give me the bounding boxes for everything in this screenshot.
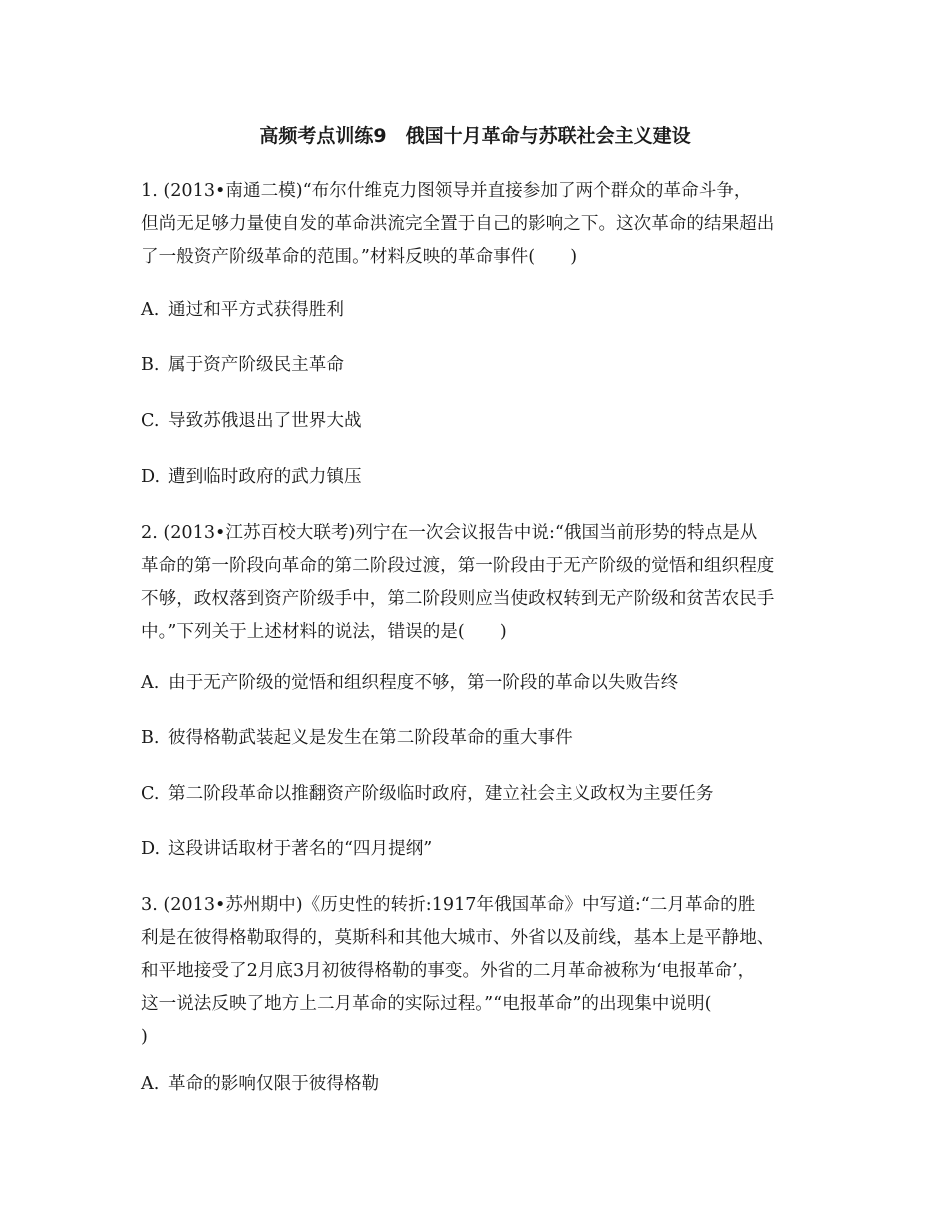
option-letter: A. <box>141 300 160 320</box>
option-text: 这段讲话取材于著名的“四月提纲” <box>168 839 433 859</box>
option-letter: D. <box>141 467 161 487</box>
option-letter: C. <box>141 411 160 431</box>
question-stem-line: 中。”下列关于上述材料的说法，错误的是( ) <box>141 622 507 642</box>
question-2-option-b <box>141 723 831 753</box>
question-stem-line: 这一说法反映了地方上二月革命的实际过程。”“电报革命”的出现集中说明( <box>141 994 712 1014</box>
option-text: 属于资产阶级民主革命 <box>168 355 344 375</box>
question-1-option-a <box>141 295 831 325</box>
option-text: 遭到临时政府的武力镇压 <box>168 467 362 487</box>
option-text: 彼得格勒武装起义是发生在第二阶段革命的重大事件 <box>168 728 573 748</box>
question-stem-line: ) <box>141 1027 148 1047</box>
question-stem-line: 但尚无足够力量使自发的革命洪流完全置于自己的影响之下。这次革命的结果超出 <box>141 214 775 234</box>
option-text: 革命的影响仅限于彼得格勒 <box>168 1074 380 1094</box>
option-text: 导致苏俄退出了世界大战 <box>168 411 362 431</box>
option-text: 通过和平方式获得胜利 <box>168 300 344 320</box>
option-letter: C. <box>141 784 160 804</box>
question-stem-line: 2. (2013•江苏百校大联考)列宁在一次会议报告中说:“俄国当前形势的特点是从 <box>141 523 758 543</box>
question-2-stem <box>141 517 821 649</box>
question-3-option-a <box>141 1069 831 1099</box>
question-stem-line: 革命的第一阶段向革命的第二阶段过渡，第一阶段由于无产阶级的觉悟和组织程度 <box>141 556 775 576</box>
question-1-stem <box>141 175 821 274</box>
option-text: 由于无产阶级的觉悟和组织程度不够，第一阶段的革命以失败告终 <box>168 673 679 693</box>
question-1-option-b <box>141 350 831 380</box>
question-2-option-c <box>141 779 831 809</box>
question-stem-line: 了一般资产阶级革命的范围。”材料反映的革命事件( ) <box>141 247 578 267</box>
option-letter: D. <box>141 839 161 859</box>
option-letter: B. <box>141 355 160 375</box>
option-letter: A. <box>141 1074 160 1094</box>
question-1-option-c <box>141 406 831 436</box>
question-3-stem <box>141 889 821 1054</box>
question-stem-line: 利是在彼得格勒取得的，莫斯科和其他大城市、外省以及前线，基本上是平静地、 <box>141 928 775 948</box>
question-2-option-a <box>141 668 831 698</box>
option-letter: A. <box>141 673 160 693</box>
question-stem-line: 3. (2013•苏州期中)《历史性的转折:1917年俄国革命》中写道:“二月革命的胜 <box>141 895 756 915</box>
question-2-option-d <box>141 834 831 864</box>
question-stem-line: 1. (2013•南通二模)“布尔什维克力图领导并直接参加了两个群众的革命斗争， <box>141 181 752 201</box>
page-title: 高频考点训练9 俄国十月革命与苏联社会主义建设 <box>259 125 691 147</box>
option-text: 第二阶段革命以推翻资产阶级临时政府，建立社会主义政权为主要任务 <box>168 784 714 804</box>
question-1-option-d <box>141 462 831 492</box>
question-stem-line: 和平地接受了2月底3月初彼得格勒的事变。外省的二月革命被称为‘电报革命’， <box>141 961 756 981</box>
option-letter: B. <box>141 728 160 748</box>
question-stem-line: 不够，政权落到资产阶级手中，第二阶段则应当使政权转到无产阶级和贫苦农民手 <box>141 589 775 609</box>
